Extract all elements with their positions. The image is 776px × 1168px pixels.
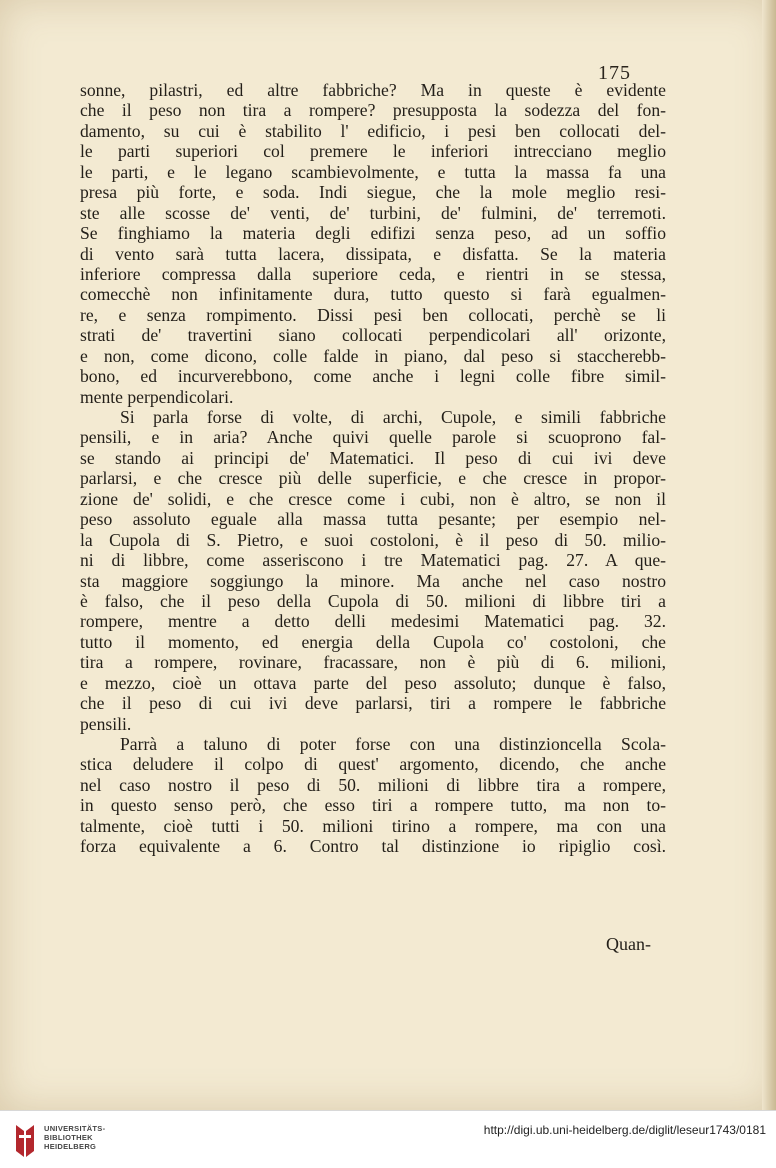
text-line: è falso, che il peso della Cupola di 50. milioni di libbre tiri a — [80, 590, 666, 611]
text-line: mente perpendicolari. — [80, 386, 234, 407]
text-line: Parrà a taluno di poter forse con una distinzioncella Scola- — [120, 734, 666, 754]
text-line: la Cupola di S. Pietro, e suoi costoloni, è il peso di 50. milio- — [80, 529, 666, 550]
page-edge-shadow — [762, 0, 776, 1110]
text-line: rompere, mentre a detto delli medesimi Matematici pag. 32. — [80, 611, 666, 632]
text-line: e non, come dicono, colle falde in piano, dal peso si staccherebb- — [80, 345, 666, 366]
text-line: e mezzo, cioè un ottava parte del peso assoluto; dunque è falso, — [80, 672, 666, 693]
page-number: 175 — [598, 62, 631, 84]
text-line: re, e senza rompimento. Dissi pesi ben collocati, perchè se li — [80, 304, 666, 325]
text-line: tutto il momento, ed energia della Cupola co' costoloni, che — [80, 631, 666, 652]
text-line: damento, su cui è stabilito l' edificio, i pesi ben collocati del- — [80, 120, 666, 141]
text-line: strati de' travertini siano collocati perpendicolari all' orizonte, — [80, 325, 666, 346]
text-line: comecchè non infinitamente dura, tutto questo si farà egualmen- — [80, 284, 666, 305]
source-url-link[interactable]: http://digi.ub.uni-heidelberg.de/diglit/leseur1743/0181 — [483, 1123, 766, 1137]
text-line: parlarsi, e che cresce più delle superficie, e che cresce in propor- — [80, 468, 666, 489]
body-text — [80, 80, 666, 857]
text-line: inferiore compressa dalla superiore ceda, e rientri in se stessa, — [80, 263, 666, 284]
paragraph-2 — [80, 407, 666, 734]
text-line: presa più forte, e soda. Indi siegue, che la mole meglio resi- — [80, 182, 666, 203]
text-line: ni di libbre, come asseriscono i tre Matematici pag. 27. A que- — [80, 550, 666, 571]
text-line: peso assoluto eguale alla massa tutta pesante; per esempio nel- — [80, 509, 666, 530]
text-line: che il peso di cui ivi deve parlarsi, tiri a rompere le fabbriche — [80, 693, 666, 714]
library-name-line: HEIDELBERG — [44, 1142, 97, 1151]
text-line: sonne, pilastri, ed altre fabbriche? Ma in queste è evidente — [80, 80, 666, 100]
text-line: sta maggiore soggiungo la minore. Ma anche nel caso nostro — [80, 570, 666, 591]
text-line: pensili, e in aria? Anche quivi quelle parole si scuoprono fal- — [80, 427, 666, 448]
text-line: nel caso nostro il peso di 50. milioni di libbre tira a rompere, — [80, 774, 666, 795]
text-line: talmente, cioè tutti i 50. milioni tirino a rompere, ma con una — [80, 815, 666, 836]
library-name-line: BIBLIOTHEK — [44, 1133, 93, 1142]
text-line: forza equivalente a 6. Contro tal distinzione io ripiglio così. — [80, 836, 666, 857]
text-line: in questo senso però, che esso tiri a rompere tutto, ma non to- — [80, 795, 666, 816]
library-name-line: UNIVERSITÄTS- — [44, 1124, 106, 1133]
text-line: di vento sarà tutta lacera, dissipata, e disfatta. Se la materia — [80, 243, 666, 264]
text-line: pensili. — [80, 713, 132, 734]
text-line: ste alle scosse de' venti, de' turbini, de' fulmini, de' terremoti. — [80, 202, 666, 223]
text-line: stica deludere il colpo di quest' argomento, dicendo, che anche — [80, 754, 666, 775]
text-line: le parti superiori col premere le inferiori intrecciano meglio — [80, 141, 666, 162]
text-line: Se finghiamo la materia degli edifizi senza peso, ad un soffio — [80, 223, 666, 244]
text-line: le parti, e le legano scambievolmente, e tutta la massa fa una — [80, 161, 666, 182]
viewer-footer — [0, 1110, 776, 1168]
text-line: zione de' solidi, e che cresce come i cubi, non è altro, se non il — [80, 488, 666, 509]
text-line: Si parla forse di volte, di archi, Cupole, e simili fabbriche — [120, 407, 666, 427]
heidelberg-library-logo-icon — [10, 1121, 40, 1159]
text-line: bono, ed incurverebbono, come anche i legni colle fibre simil- — [80, 366, 666, 387]
paragraph-3 — [80, 734, 666, 857]
paragraph-1 — [80, 80, 666, 407]
library-name — [44, 1124, 105, 1151]
text-line: tira a rompere, rovinare, fracassare, non è più di 6. milioni, — [80, 652, 666, 673]
text-line: se stando ai principi de' Matematici. Il peso di cui ivi deve — [80, 447, 666, 468]
text-line: che il peso non tira a rompere? presupposta la sodezza del fon- — [80, 100, 666, 121]
catchword: Quan- — [606, 934, 651, 954]
